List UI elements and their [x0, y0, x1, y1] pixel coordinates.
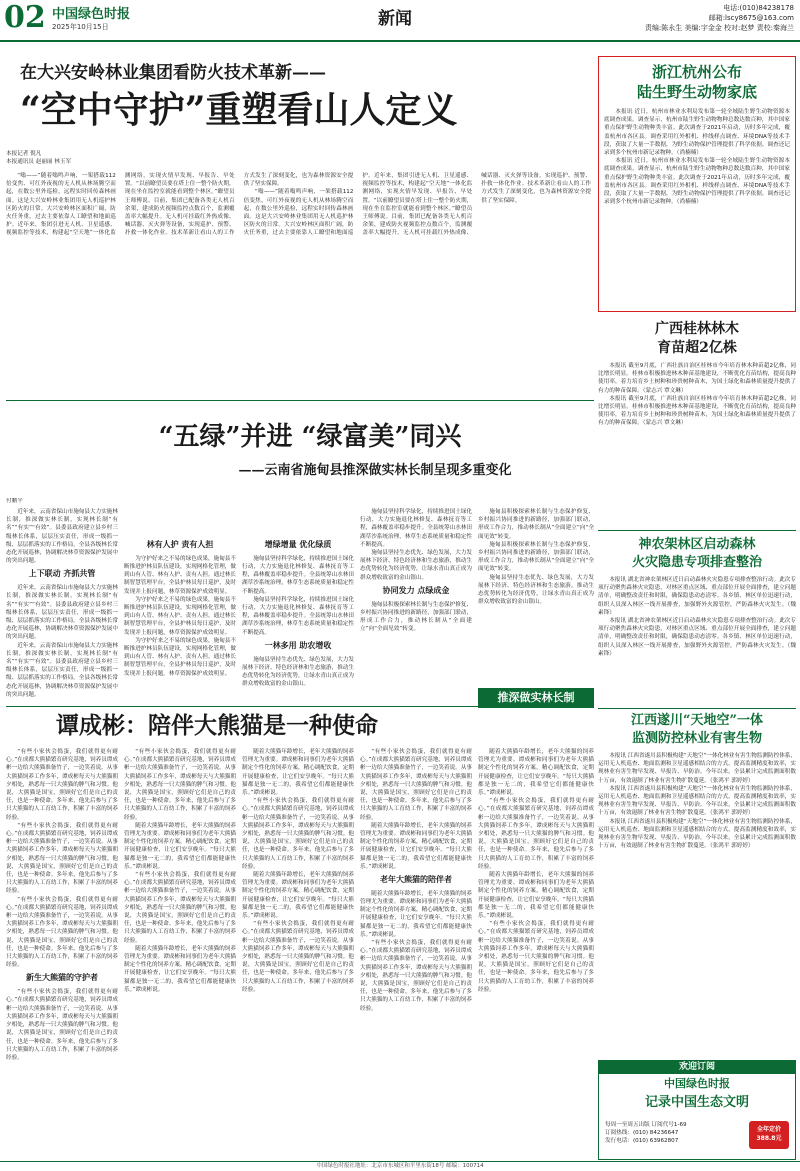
- phone: 电话:(010)84238178: [723, 4, 794, 12]
- suichuan-title: 江西遂川“天地空”一体 监测防控林业有害生物: [631, 713, 763, 746]
- header-rule: [0, 40, 800, 42]
- section-title: 新闻: [378, 9, 412, 29]
- article3-col2: “有些小家伙会捣蛋，我们就得更有耐心。”在成都大熊猫繁育研究基地，饲养员谭成彬一边给大熊猫准备竹子，一边笑着说。从事大熊猫饲养工作多年，谭成彬每天与大熊猫朝夕相处，熟悉每一只大熊猫的脾气和习惯。他说，大熊猫是国宝，照顾好它们是自己的责任，也是一种使命。多年来，他先后参与了多只大熊猫的人工育幼工作，积累了丰富的饲养经验。 随着大熊猫年龄增长，老年大熊猫的饲养管理尤为重要。谭成彬和同事们为老年大熊猫制定个性化的饲养方案，精心调配饮食，定期开展健康检查，让它们安享晚年。“每只大熊猫都是独一无二的，我希望它们都能健康快乐。”谭成彬说。 “有些小家伙会捣蛋，我们就得更有耐心。”在成都大熊猫繁育研究基地，饲养员谭成彬一边给大熊猫准备竹子，一边笑着说。从事大熊猫饲养工作多年，谭成彬每天与大熊猫朝夕相处，熟悉每一只大熊猫的脾气和习惯。他说，大熊猫是国宝，照顾好它们是自己的责任，也是一种使命。多年来，他先后参与了多只大熊猫的人工育幼工作，积累了丰富的饲养经验。 随着大熊猫年龄增长，老年大熊猫的饲养管理尤为重要。谭成彬和同事们为老年大熊猫制定个性化的饲养方案，精心调配饮食，定期开展健康检查，让它们安享晚年。“每只大熊猫都是独一无二的，我希望它们都能健康快乐。”谭成彬说。: [124, 749, 236, 993]
- article2-col5: 施甸县积极探索林长制与生态保护修复、乡村振兴协同推进的新路径，加强部门联动，形成工作合力，推动林长制从“全面建立”向“全面见效”转变。 施甸县积极探索林长制与生态保护修复、乡村振兴协同推进的新路径，加强部门联动，形成工作合力，推动林长制从“全面建立”向“全面见效”转变。 施甸县坚持生态优先、绿色发展，大力发展林下经济、特色经济林和生态旅游，推动生态优势转化为经济优势，让绿水青山真正成为群众增收致富的金山银山。: [478, 509, 594, 606]
- hangzhou-body: 本报讯 近日，杭州市林业水利局发布第一轮全域陆生野生动物资源本底调查成果。调查显示，杭州市陆生野生动物物种总数达数百种，其中国家重点保护野生动物种类丰富。此次调查于2021年启动，历时多年完成，覆盖杭州市各区县。调查采用红外相机、样线样点调查、环境DNA等技术手段，获取了大量一手数据，为野生动物保护管理提供了科学依据。调查还记录到多个杭州市新记录物种。（尚楠楠） 本报讯 近日，杭州市林业水利局发布第一轮全域陆生野生动物资源本底调查成果。调查显示，杭州市陆生野生动物物种总数达数百种，其中国家重点保护野生动物种类丰富。此次调查于2021年启动，历时多年完成，覆盖杭州市各区县。调查采用红外相机、样线样点调查、环境DNA等技术手段，获取了大量一手数据，为野生动物保护管理提供了科学依据。调查还记录到多个杭州市新记录物种。（尚楠楠）: [604, 109, 790, 206]
- article3-title: 谭成彬：陪伴大熊猫是一种使命: [56, 712, 378, 739]
- ad-line3: 发行电话：(010) 63962807: [605, 1138, 679, 1144]
- article2-heading-2: 林有人护 责有人担: [146, 540, 214, 549]
- article1-byline: 本报记者 倪凡 本报通讯员 赵丽丽 林玉军: [6, 151, 72, 165]
- ad-label: 欢迎订阅: [599, 1061, 795, 1074]
- subscribe-ad: [598, 1060, 796, 1160]
- editors: 责编:陈永生 美编:宇金金 校对:赵梦 责校:秦海兰: [644, 24, 794, 32]
- article1-title: “空中守护”重塑看山人定义: [20, 89, 458, 131]
- ad-tagline: 记录中国生态文明: [644, 1094, 749, 1110]
- article2-heading-4: 一林多用 助农增收: [264, 640, 332, 650]
- article1-body: “嗡——”随着嗡鸣声响，一架搭载112倍变焦、可红外夜视的无人机从林场腾空而起，在数公里外巡检，远程实时回传森林画面。这是大兴安岭林业集团用无人机巡护林区防火的日常。大兴安岭林区面积广阔，防火任务重，过去主要依靠人工瞭望和地面巡护。近年来，集团引进无人机、卫星遥感、视频监控等技术，构建起“空天地”一体化监测网络，实现火情早发现、早报告、早处置。“以前瞭望员要在塔上住一整个防火期，现在坐在监控室就能看到整个林区。”瞭望员王师傅说。目前，集团已配备各类无人机百余架，建成防火视频监控点数百个，监测覆盖率大幅提升。无人机可挂载红外热成像、喊话器、灭火弹等设备，实现巡护、预警、扑救一体化作业。技术革新让看山人的工作方式发生了深刻变化，也为森林资源安全提供了坚实保障。 “嗡——”随着嗡鸣声响，一架搭载112倍变焦、可红外夜视的无人机从林场腾空而起，在数公里外巡检，远程实时回传森林画面。这是大兴安岭林业集团用无人机巡护林区防火的日常。大兴安岭林区面积广阔，防火任务重，过去主要依靠人工瞭望和地面巡护。近年来，集团引进无人机、卫星遥感、视频监控等技术，构建起“空天地”一体化监测网络，实现火情早发现、早报告、早处置。“以前瞭望员要在塔上住一整个防火期，现在坐在监控室就能看到整个林区。”瞭望员王师傅说。目前，集团已配备各类无人机百余架，建成防火视频监控点数百个，监测覆盖率大幅提升。无人机可挂载红外热成像、喊话器、灭火弹等设备，实现巡护、预警、扑救一体化作业。技术革新让看山人的工作方式发生了深刻变化，也为森林资源安全提供了坚实保障。: [6, 173, 591, 237]
- article2-heading-1: 上下联动 齐抓共管: [28, 569, 96, 579]
- shennongjia-title: 神农架林区启动森林 火灾隐患专项排查整治: [631, 537, 762, 570]
- guangxi-title: 广西桂林林木 育苗超2亿株: [655, 321, 739, 356]
- contact-info: [645, 3, 794, 33]
- divider-4: [6, 706, 594, 707]
- ad-line1: 每周一至周五出版 订阅代号1-69: [605, 1122, 687, 1128]
- footer-text: 中国绿色时报社地址：北京市东城区和平里东街18号 邮编：100714: [316, 1163, 484, 1169]
- article3-col5: 随着大熊猫年龄增长，老年大熊猫的饲养管理尤为重要。谭成彬和同事们为老年大熊猫制定个性化的饲养方案，精心调配饮食，定期开展健康检查，让它们安享晚年。“每只大熊猫都是独一无二的，我希望它们都能健康快乐。”谭成彬说。 “有些小家伙会捣蛋，我们就得更有耐心。”在成都大熊猫繁育研究基地，饲养员谭成彬一边给大熊猫准备竹子，一边笑着说。从事大熊猫饲养工作多年，谭成彬每天与大熊猫朝夕相处，熟悉每一只大熊猫的脾气和习惯。他说，大熊猫是国宝，照顾好它们是自己的责任，也是一种使命。多年来，他先后参与了多只大熊猫的人工育幼工作，积累了丰富的饲养经验。 随着大熊猫年龄增长，老年大熊猫的饲养管理尤为重要。谭成彬和同事们为老年大熊猫制定个性化的饲养方案，精心调配饮食，定期开展健康检查，让它们安享晚年。“每只大熊猫都是独一无二的，我希望它们都能健康快乐。”谭成彬说。 “有些小家伙会捣蛋，我们就得更有耐心。”在成都大熊猫繁育研究基地，饲养员谭成彬一边给大熊猫准备竹子，一边笑着说。从事大熊猫饲养工作多年，谭成彬每天与大熊猫朝夕相处，熟悉每一只大熊猫的脾气和习惯。他说，大熊猫是国宝，照顾好它们是自己的责任，也是一种使命。多年来，他先后参与了多只大熊猫的人工育幼工作，积累了丰富的饲养经验。: [478, 749, 594, 993]
- article3-col1: “有些小家伙会捣蛋，我们就得更有耐心。”在成都大熊猫繁育研究基地，饲养员谭成彬一边给大熊猫准备竹子，一边笑着说。从事大熊猫饲养工作多年，谭成彬每天与大熊猫朝夕相处，熟悉每一只大熊猫的脾气和习惯。他说，大熊猫是国宝，照顾好它们是自己的责任，也是一种使命。多年来，他先后参与了多只大熊猫的人工育幼工作，积累了丰富的饲养经验。 “有些小家伙会捣蛋，我们就得更有耐心。”在成都大熊猫繁育研究基地，饲养员谭成彬一边给大熊猫准备竹子，一边笑着说。从事大熊猫饲养工作多年，谭成彬每天与大熊猫朝夕相处，熟悉每一只大熊猫的脾气和习惯。他说，大熊猫是国宝，照顾好它们是自己的责任，也是一种使命。多年来，他先后参与了多只大熊猫的人工育幼工作，积累了丰富的饲养经验。 “有些小家伙会捣蛋，我们就得更有耐心。”在成都大熊猫繁育研究基地，饲养员谭成彬一边给大熊猫准备竹子，一边笑着说。从事大熊猫饲养工作多年，谭成彬每天与大熊猫朝夕相处，熟悉每一只大熊猫的脾气和习惯。他说，大熊猫是国宝，照顾好它们是自己的责任，也是一种使命。多年来，他先后参与了多只大熊猫的人工育幼工作，积累了丰富的饲养经验。 新生大熊猫的守护者 “有些小家伙会捣蛋，我们就得更有耐心。”在成都大熊猫繁育研究基地，饲养员谭成彬一边给大熊猫准备竹子，一边笑着说。从事大熊猫饲养工作多年，谭成彬每天与大熊猫朝夕相处，熟悉每一只大熊猫的脾气和习惯。他说，大熊猫是国宝，照顾好它们是自己的责任，也是一种使命。多年来，他先后参与了多只大熊猫的人工育幼工作，积累了丰富的饲养经验。: [6, 749, 118, 1061]
- issue-date: 2025年10月15日: [52, 23, 109, 31]
- article2-byline: 付鹏平: [6, 498, 23, 504]
- shennongjia-body: 本报讯 湖北省神农架林区近日启动森林火灾隐患专项排查整治行动。此次专项行动聚焦森林火灾隐患，对林区重点区域、重点部位开展全面排查，建立问题清单，明确整改责任和时限，确保隐患动态清零。各乡镇、林区单位迅速行动，组织人员深入林区一线开展排查，加强野外火源管控，严防森林火灾发生。（魏素锋） 本报讯 湖北省神农架林区近日启动森林火灾隐患专项排查整治行动。此次专项行动聚焦森林火灾隐患，对林区重点区域、重点部位开展全面排查，建立问题清单，明确整改责任和时限，确保隐患动态清零。各乡镇、林区单位迅速行动，组织人员深入林区一线开展排查，加强野外火源管控，严防森林火灾发生。（魏素锋）: [598, 577, 796, 657]
- article3-heading-1: 新生大熊猫的守护者: [26, 973, 98, 983]
- guangxi-body: 本报讯 截至9月底，广西壮族自治区桂林市今年培育林木种苗超2亿株，同比增长明显。桂林市积极推进林木种苗基地建设，不断优化育苗结构，提高良种使用率，着力培育乡土树种和珍贵树种苗木，为国土绿化和森林质量提升提供了有力的种苗保障。（蒙志兴 覃文琳） 本报讯 截至9月底，广西壮族自治区桂林市今年培育林木种苗超2亿株，同比增长明显。桂林市积极推进林木种苗基地建设，不断优化育苗结构，提高良种使用率，着力培育乡土树种和珍贵树种苗木，为国土绿化和森林质量提升提供了有力的种苗保障。（蒙志兴 覃文琳）: [598, 363, 796, 427]
- ad-line2: 订阅热线：(010) 84236647: [605, 1130, 679, 1136]
- masthead: 中国绿色时报: [52, 7, 131, 22]
- article3-col3: 随着大熊猫年龄增长，老年大熊猫的饲养管理尤为重要。谭成彬和同事们为老年大熊猫制定个性化的饲养方案，精心调配饮食，定期开展健康检查，让它们安享晚年。“每只大熊猫都是独一无二的，我希望它们都能健康快乐。”谭成彬说。 “有些小家伙会捣蛋，我们就得更有耐心。”在成都大熊猫繁育研究基地，饲养员谭成彬一边给大熊猫准备竹子，一边笑着说。从事大熊猫饲养工作多年，谭成彬每天与大熊猫朝夕相处，熟悉每一只大熊猫的脾气和习惯。他说，大熊猫是国宝，照顾好它们是自己的责任，也是一种使命。多年来，他先后参与了多只大熊猫的人工育幼工作，积累了丰富的饲养经验。 随着大熊猫年龄增长，老年大熊猫的饲养管理尤为重要。谭成彬和同事们为老年大熊猫制定个性化的饲养方案，精心调配饮食，定期开展健康检查，让它们安享晚年。“每只大熊猫都是独一无二的，我希望它们都能健康快乐。”谭成彬说。 “有些小家伙会捣蛋，我们就得更有耐心。”在成都大熊猫繁育研究基地，饲养员谭成彬一边给大熊猫准备竹子，一边笑着说。从事大熊猫饲养工作多年，谭成彬每天与大熊猫朝夕相处，熟悉每一只大熊猫的脾气和习惯。他说，大熊猫是国宝，照顾好它们是自己的责任，也是一种使命。多年来，他先后参与了多只大熊猫的人工育幼工作，积累了丰富的饲养经验。: [242, 749, 354, 993]
- article3-heading-2: 老年大熊猫的陪伴者: [380, 875, 452, 885]
- suichuan-body: 本报讯 江西省遂川县积极构建“天地空”一体化林业有害生物监测防控体系，运用无人机巡查、地面监测和卫星遥感相结合的方式，提高监测精度和效率，实现林业有害生物早发现、早报告、早防治。今年以来，全县累计完成监测面积数十万亩，有效遏制了林业有害生物扩散蔓延。（张鸿平 郭婷婷） 本报讯 江西省遂川县积极构建“天地空”一体化林业有害生物监测防控体系，运用无人机巡查、地面监测和卫星遥感相结合的方式，提高监测精度和效率，实现林业有害生物早发现、早报告、早防治。今年以来，全县累计完成监测面积数十万亩，有效遏制了林业有害生物扩散蔓延。（张鸿平 郭婷婷） 本报讯 江西省遂川县积极构建“天地空”一体化林业有害生物监测防控体系，运用无人机巡查、地面监测和卫星遥感相结合的方式，提高监测精度和效率，实现林业有害生物早发现、早报告、早防治。今年以来，全县累计完成监测面积数十万亩，有效遏制了林业有害生物扩散蔓延。（张鸿平 郭婷婷）: [598, 753, 796, 850]
- divider-3: [598, 708, 796, 709]
- article1-kicker: 在大兴安岭林业集团看防火技术革新——: [20, 63, 326, 83]
- article2-col3: 增绿增量 优化绿质 施甸县坚持科学绿化，持续推进国土绿化行动，大力实施退化林修复、森林抚育等工程，森林覆盖率稳步提升。全县统筹山水林田湖草沙系统治理，林草生态系统质量和稳定性不断提高。 施甸县坚持科学绿化，持续推进国土绿化行动，大力实施退化林修复、森林抚育等工程，森林覆盖率稳步提升。全县统筹山水林田湖草沙系统治理，林草生态系统质量和稳定性不断提高。 一林多用 助农增收 施甸县坚持生态优先、绿色发展，大力发展林下经济、特色经济林和生态旅游，推动生态优势转化为经济优势，让绿水青山真正成为群众增收致富的金山银山。: [242, 540, 354, 688]
- ad-brand: 中国绿色时报: [664, 1077, 730, 1090]
- ad-price: 全年定价 388.8元: [749, 1121, 789, 1149]
- divider-1: [6, 400, 594, 401]
- article2-heading-3: 增绿增量 优化绿质: [264, 540, 332, 549]
- article2-col1: 近年来，云南省保山市施甸县大力实施林长制，推深做实林长制，实现林长制“有名”“有实”“有效”。县委县政府建立县乡村三级林长体系，层层压实责任，形成一级抓一级、层层抓落实的工作格局。全县各级林长常态化开展巡林，协调解决林草资源保护发展中的突出问题。 上下联动 齐抓共管 近年来，云南省保山市施甸县大力实施林长制，推深做实林长制，实现林长制“有名”“有实”“有效”。县委县政府建立县乡村三级林长体系，层层压实责任，形成一级抓一级、层层抓落实的工作格局。全县各级林长常态化开展巡林，协调解决林草资源保护发展中的突出问题。 近年来，云南省保山市施甸县大力实施林长制，推深做实林长制，实现林长制“有名”“有实”“有效”。县委县政府建立县乡村三级林长体系，层层压实责任，形成一级抓一级、层层抓落实的工作格局。全县各级林长常态化开展巡林，协调解决林草资源保护发展中的突出问题。: [6, 509, 118, 698]
- article2-heading-5: 协同发力 点绿成金: [382, 585, 450, 595]
- page-number: 02: [4, 0, 46, 35]
- article2-subtitle: ——云南省施甸县推深做实林长制呈现多重变化: [238, 463, 512, 478]
- article2-col4: 施甸县坚持科学绿化，持续推进国土绿化行动，大力实施退化林修复、森林抚育等工程，森林覆盖率稳步提升。全县统筹山水林田湖草沙系统治理，林草生态系统质量和稳定性不断提高。 施甸县坚持生态优先、绿色发展，大力发展林下经济、特色经济林和生态旅游，推动生态优势转化为经济优势，让绿水青山真正成为群众增收致富的金山银山。 协同发力 点绿成金 施甸县积极探索林长制与生态保护修复、乡村振兴协同推进的新路径，加强部门联动，形成工作合力，推动林长制从“全面建立”向“全面见效”转变。: [360, 509, 472, 633]
- article3-col4: “有些小家伙会捣蛋，我们就得更有耐心。”在成都大熊猫繁育研究基地，饲养员谭成彬一边给大熊猫准备竹子，一边笑着说。从事大熊猫饲养工作多年，谭成彬每天与大熊猫朝夕相处，熟悉每一只大熊猫的脾气和习惯。他说，大熊猫是国宝，照顾好它们是自己的责任，也是一种使命。多年来，他先后参与了多只大熊猫的人工育幼工作，积累了丰富的饲养经验。 随着大熊猫年龄增长，老年大熊猫的饲养管理尤为重要。谭成彬和同事们为老年大熊猫制定个性化的饲养方案，精心调配饮食，定期开展健康检查，让它们安享晚年。“每只大熊猫都是独一无二的，我希望它们都能健康快乐。”谭成彬说。 老年大熊猫的陪伴者 随着大熊猫年龄增长，老年大熊猫的饲养管理尤为重要。谭成彬和同事们为老年大熊猫制定个性化的饲养方案，精心调配饮食，定期开展健康检查，让它们安享晚年。“每只大熊猫都是独一无二的，我希望它们都能健康快乐。”谭成彬说。 “有些小家伙会捣蛋，我们就得更有耐心。”在成都大熊猫繁育研究基地，饲养员谭成彬一边给大熊猫准备竹子，一边笑着说。从事大熊猫饲养工作多年，谭成彬每天与大熊猫朝夕相处，熟悉每一只大熊猫的脾气和习惯。他说，大熊猫是国宝，照顾好它们是自己的责任，也是一种使命。多年来，他先后参与了多只大熊猫的人工育幼工作，积累了丰富的饲养经验。: [360, 749, 472, 1012]
- email: 邮箱:lscy8675@163.com: [708, 14, 794, 22]
- hangzhou-title: 浙江杭州公布 陆生野生动物家底: [636, 63, 757, 101]
- divider-2: [598, 530, 796, 531]
- article2-banner: 推深做实林长制: [478, 688, 594, 708]
- article2-title: “五绿”并进 “绿富美”同兴: [158, 422, 462, 452]
- article2-col2: 林有人护 责有人担 为守护好来之不易的绿色成果，施甸县不断推进护林员队伍建设，实现网格化管理，做到山有人管、林有人护、责有人担。通过林长制智慧管理平台，全县护林员每日巡护，及时发现并上报问题，林草资源保护成效明显。 为守护好来之不易的绿色成果，施甸县不断推进护林员队伍建设，实现网格化管理，做到山有人管、林有人护、责有人担。通过林长制智慧管理平台，全县护林员每日巡护，及时发现并上报问题，林草资源保护成效明显。 为守护好来之不易的绿色成果，施甸县不断推进护林员队伍建设，实现网格化管理，做到山有人管、林有人护、责有人担。通过林长制智慧管理平台，全县护林员每日巡护，及时发现并上报问题，林草资源保护成效明显。: [124, 540, 236, 677]
